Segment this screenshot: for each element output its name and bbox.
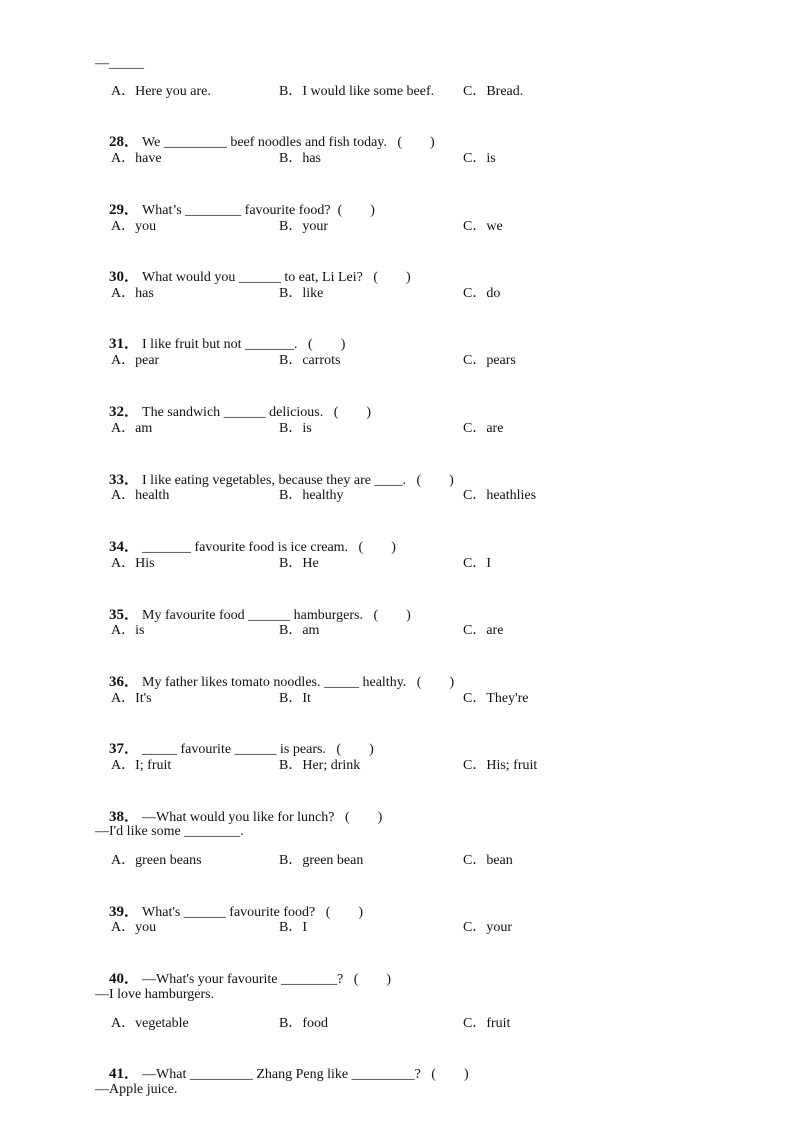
option-c: C．His; fruit	[463, 758, 538, 773]
option-b: B．food	[279, 1016, 328, 1031]
question-stem: —What _________ Zhang Peng like _________? ( )	[142, 1067, 469, 1082]
question-number: 37．	[109, 741, 140, 757]
question-stem: What's ______ favourite food? ( )	[142, 905, 364, 920]
question-stem: _____ favourite ______ is pears. ( )	[142, 742, 374, 757]
question-stem: What’s ________ favourite food? ( )	[142, 203, 375, 218]
option-a: A．you	[111, 219, 157, 234]
option-c: C．are	[463, 623, 504, 638]
option-c: C．I	[463, 556, 491, 571]
option-b: B．Her; drink	[279, 758, 361, 773]
question-number: 40．	[109, 971, 140, 987]
question-stem: What would you ______ to eat, Li Lei? ( )	[142, 270, 411, 285]
question-number: 32．	[109, 404, 140, 420]
option-b: B．has	[279, 151, 321, 166]
option-b: B．carrots	[279, 353, 341, 368]
question-number: 29．	[109, 202, 140, 218]
option-b: B．like	[279, 286, 324, 301]
option-b: B．healthy	[279, 488, 344, 503]
option-c: C．we	[463, 219, 503, 234]
option-b: B．He	[279, 556, 319, 571]
option-a: A．am	[111, 421, 153, 436]
question-stem: My father likes tomato noodles. _____ healthy. ( )	[142, 675, 455, 690]
question-number: 34．	[109, 539, 140, 555]
question-number: 30．	[109, 269, 140, 285]
option-c: C．Bread.	[463, 84, 524, 99]
option-a: A．His	[111, 556, 155, 571]
option-c: C．is	[463, 151, 496, 166]
option-a: A．have	[111, 151, 162, 166]
option-b: B．I would like some beef.	[279, 84, 435, 99]
question-stem: —What's your favourite ________? ( )	[142, 972, 392, 987]
question-number: 28．	[109, 134, 140, 150]
option-b: B．green bean	[279, 853, 364, 868]
dialogue-line: —I'd like some ________.	[95, 824, 244, 839]
option-b: B．It	[279, 691, 311, 706]
option-b: B．I	[279, 920, 307, 935]
question-number: 41．	[109, 1066, 140, 1082]
option-c: C．heathlies	[463, 488, 537, 503]
question-stem: My favourite food ______ hamburgers. ( )	[142, 608, 411, 623]
option-b: B．your	[279, 219, 328, 234]
question-stem: The sandwich ______ delicious. ( )	[142, 405, 372, 420]
option-c: C．your	[463, 920, 512, 935]
question-stem: _______ favourite food is ice cream. ( )	[142, 540, 396, 555]
option-a: A．has	[111, 286, 154, 301]
option-c: C．fruit	[463, 1016, 511, 1031]
option-a: A．vegetable	[111, 1016, 189, 1031]
answer-blank-line: —_____	[95, 56, 144, 71]
option-c: C．bean	[463, 853, 513, 868]
option-a: A．green beans	[111, 853, 202, 868]
question-stem: I like fruit but not _______. ( )	[142, 337, 346, 352]
option-a: A．is	[111, 623, 145, 638]
option-a: A．you	[111, 920, 157, 935]
question-stem: —What would you like for lunch? ( )	[142, 810, 383, 825]
option-a: A．pear	[111, 353, 160, 368]
question-number: 35．	[109, 607, 140, 623]
option-a: A．It's	[111, 691, 152, 706]
question-number: 38．	[109, 809, 140, 825]
question-number: 31．	[109, 336, 140, 352]
option-c: C．pears	[463, 353, 516, 368]
option-c: C．They're	[463, 691, 529, 706]
question-stem: I like eating vegetables, because they are ____. ( )	[142, 473, 454, 488]
dialogue-line: —Apple juice.	[95, 1082, 178, 1097]
option-c: C．are	[463, 421, 504, 436]
question-number: 39．	[109, 904, 140, 920]
option-b: B．am	[279, 623, 320, 638]
option-c: C．do	[463, 286, 501, 301]
question-stem: We _________ beef noodles and fish today. ( )	[142, 135, 435, 150]
dialogue-line: —I love hamburgers.	[95, 987, 215, 1002]
option-a: A．Here you are.	[111, 84, 211, 99]
question-number: 33．	[109, 472, 140, 488]
question-number: 36．	[109, 674, 140, 690]
option-a: A．I; fruit	[111, 758, 172, 773]
option-a: A．health	[111, 488, 170, 503]
option-b: B．is	[279, 421, 312, 436]
